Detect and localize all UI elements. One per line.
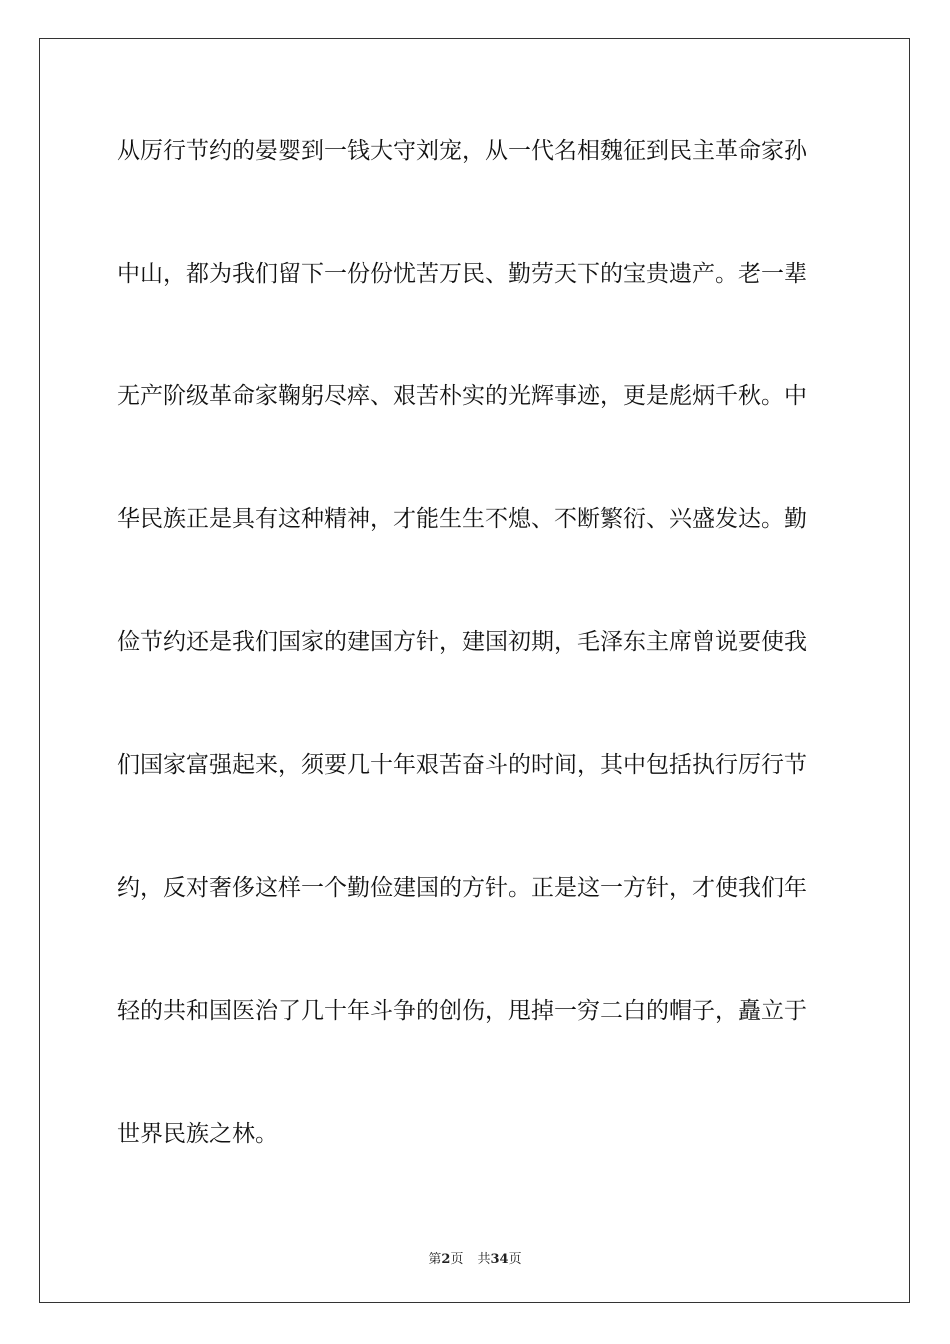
page-number: 2 [441, 1252, 451, 1267]
total-suffix: 页 [508, 1252, 522, 1267]
page-footer [0, 1248, 950, 1267]
paragraph-line-8: 轻的共和国医治了几十年斗争的创伤，甩掉一穷二白的帽子，矗立于 [117, 998, 807, 1024]
total-prefix: 共 [477, 1252, 491, 1267]
paragraph-line-2: 中山，都为我们留下一份份忧苦万民、勤劳天下的宝贵遗产。老一辈 [117, 261, 807, 287]
paragraph-line-6: 们国家富强起来，须要几十年艰苦奋斗的时间，其中包括执行厉行节 [117, 752, 807, 778]
page-frame [39, 38, 910, 1303]
paragraph-line-9: 世界民族之林。 [117, 1121, 278, 1147]
paragraph-line-5: 俭节约还是我们国家的建国方针，建国初期，毛泽东主席曾说要使我 [117, 629, 807, 655]
paragraph-line-7: 约，反对奢侈这样一个勤俭建国的方针。正是这一方针，才使我们年 [117, 875, 807, 901]
paragraph-line-3: 无产阶级革命家鞠躬尽瘁、艰苦朴实的光辉事迹，更是彪炳千秋。中 [117, 383, 807, 409]
total-pages: 34 [490, 1252, 509, 1267]
page-suffix: 页 [450, 1252, 464, 1267]
page-prefix: 第 [428, 1252, 442, 1267]
paragraph-line-1: 从厉行节约的晏婴到一钱大守刘宠，从一代名相魏征到民主革命家孙 [117, 138, 807, 164]
paragraph-line-4: 华民族正是具有这种精神，才能生生不熄、不断繁衍、兴盛发达。勤 [117, 506, 807, 532]
